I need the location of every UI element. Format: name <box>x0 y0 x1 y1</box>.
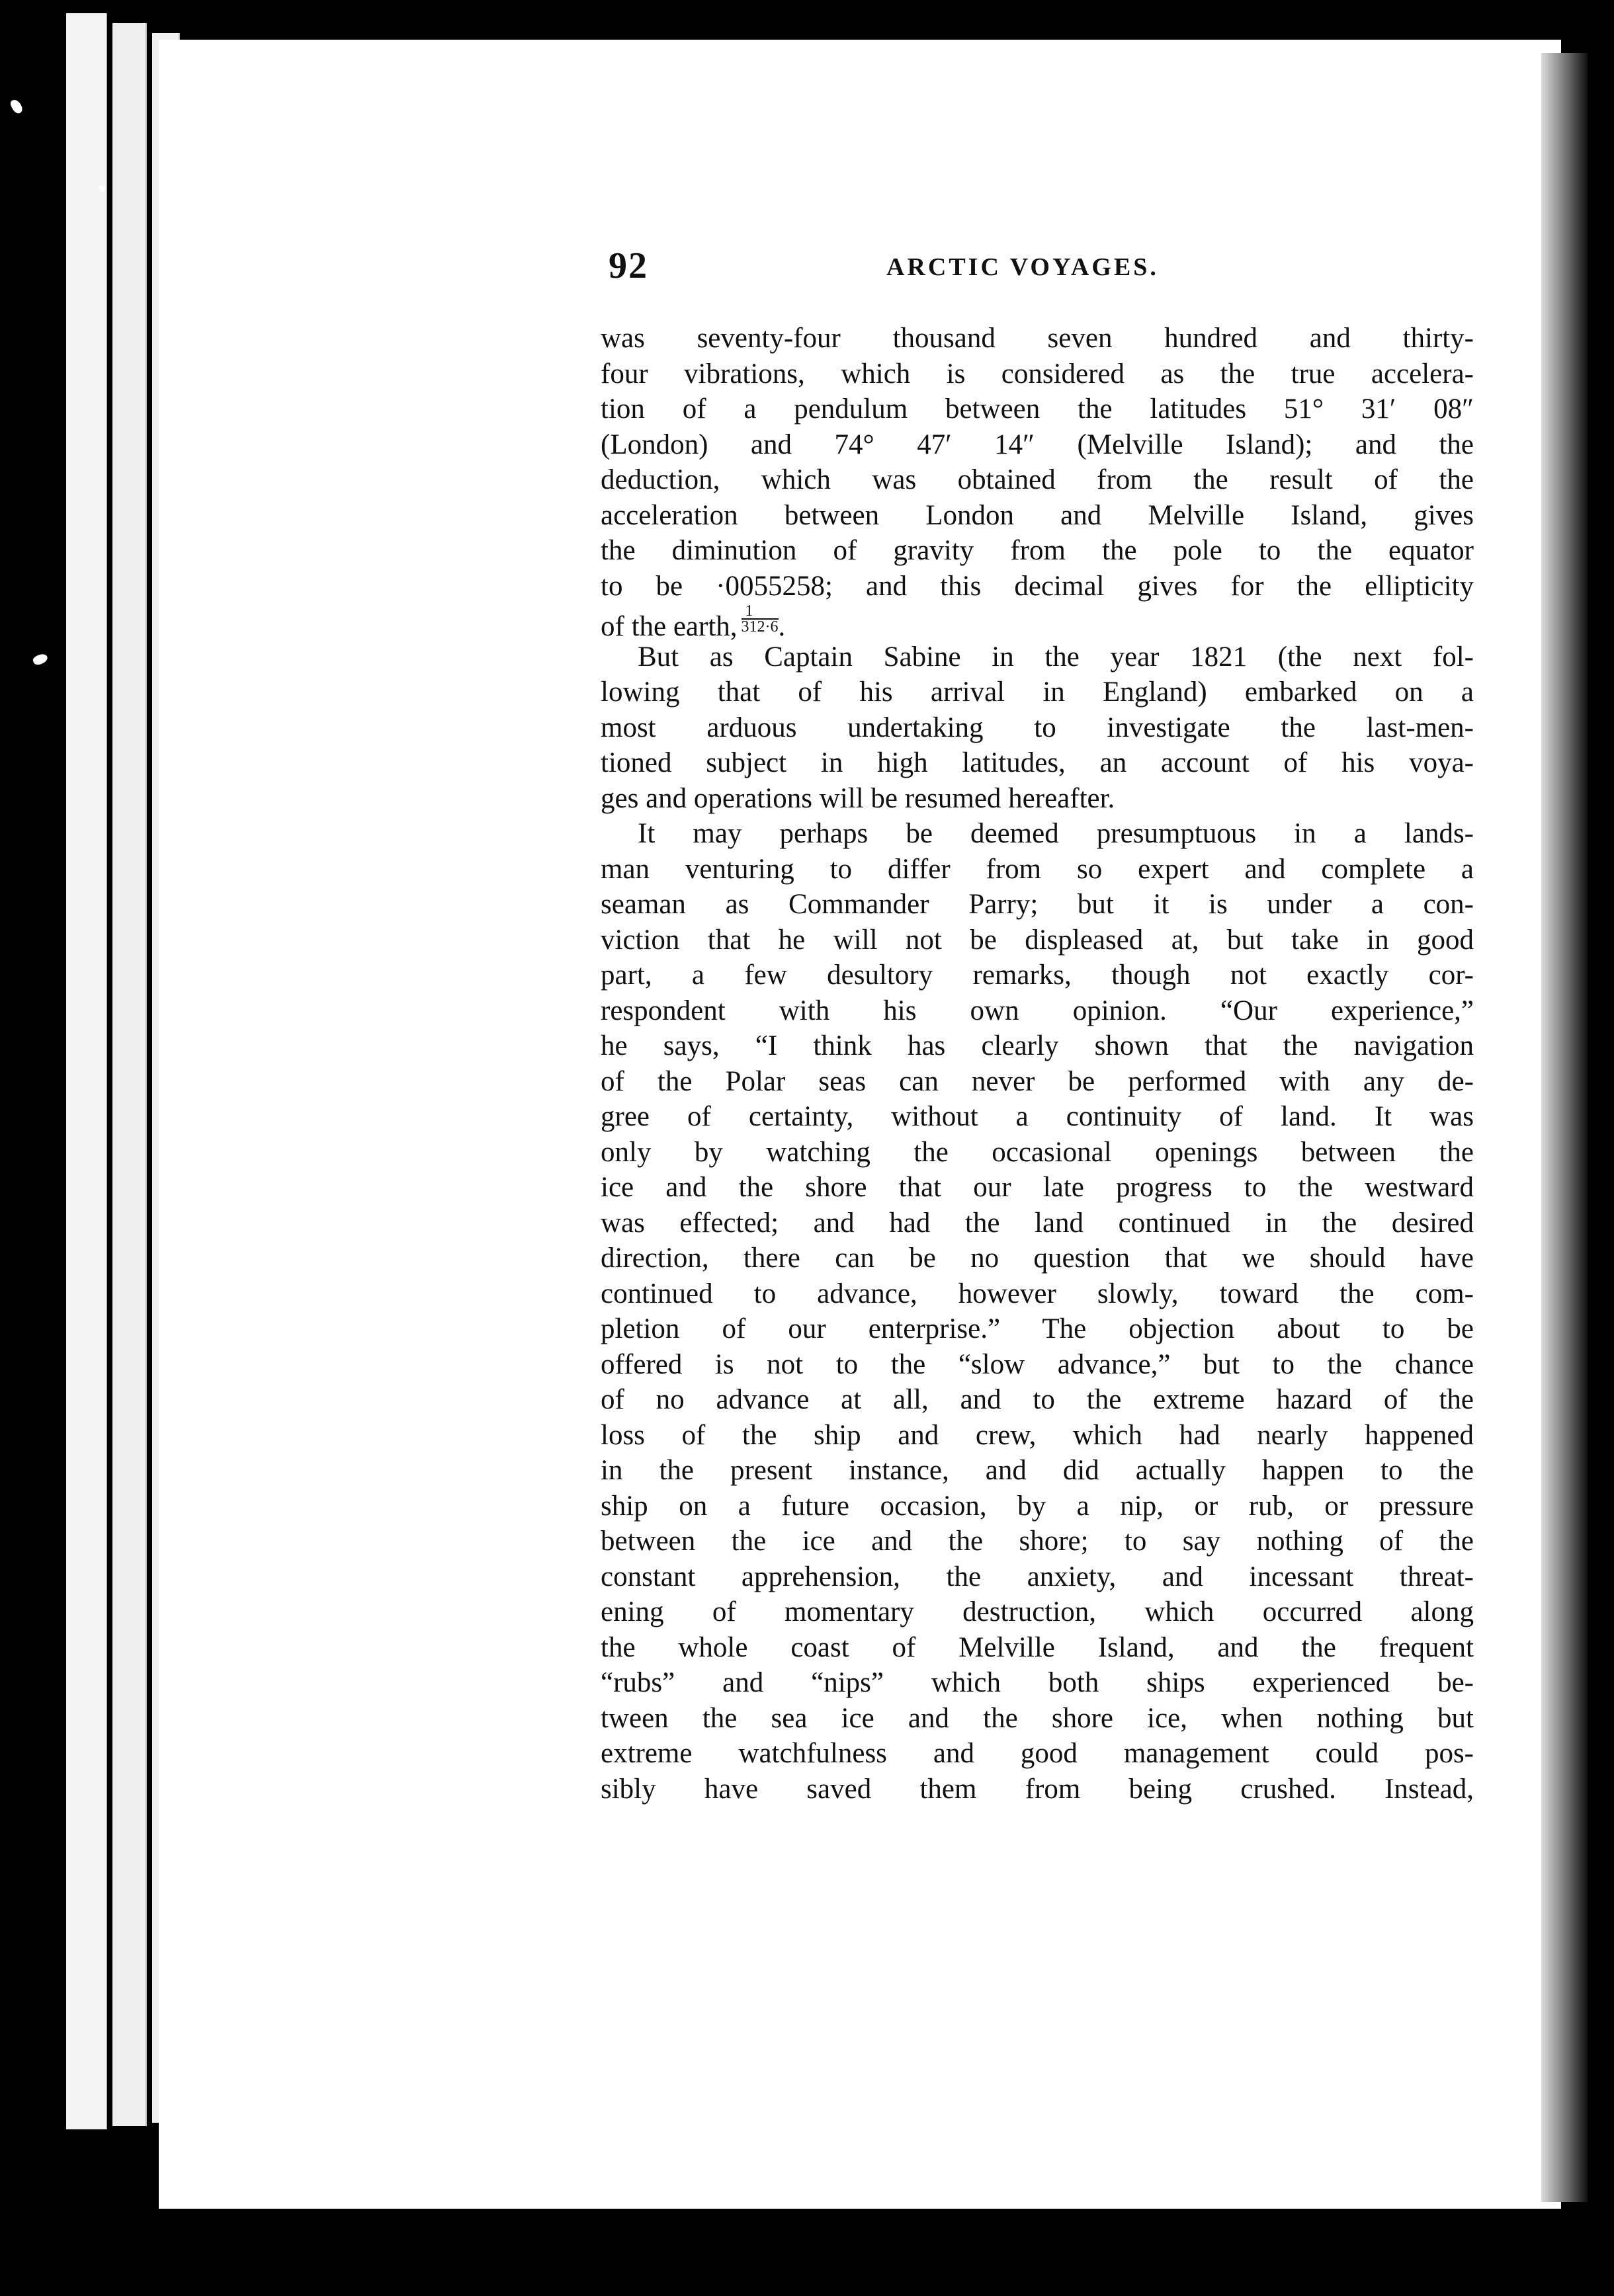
text-line: pletion of our enterprise.” The objection about to be <box>601 1313 1474 1344</box>
text-line: of no advance at all, and to the extreme hazard of the <box>601 1384 1474 1415</box>
text-line: deduction, which was obtained from the result of the <box>601 464 1474 495</box>
page-stack-edge <box>66 13 107 2129</box>
scan-speck <box>32 652 49 667</box>
text-line: was seventy-four thousand seven hundred and thirty- <box>601 323 1474 354</box>
running-head <box>609 245 1468 291</box>
text-line: ges and operations will be resumed hereafter. <box>601 782 1115 814</box>
text-line-with-fraction: of the earth, $\frac{1}{312\cdot 6}$ . <box>601 602 786 642</box>
text-line: between the ice and the shore; to say nothing of the <box>601 1526 1474 1557</box>
text-line: lowing that of his arrival in England) embarked on a <box>601 676 1474 708</box>
text-line: was effected; and had the land continued in the desired <box>601 1207 1474 1239</box>
page-stack-edge <box>112 23 147 2126</box>
text-line: part, a few desultory remarks, though not exactly cor- <box>601 960 1474 991</box>
text-line: four vibrations, which is considered as the true accelera- <box>601 358 1474 390</box>
text-line: respondent with his own opinion. “Our experience,” <box>601 995 1474 1026</box>
text-line: the diminution of gravity from the pole to the equator <box>601 535 1474 566</box>
text-line: ship on a future occasion, by a nip, or rub, or pressure <box>601 1490 1474 1522</box>
text-line: seaman as Commander Parry; but it is under a con- <box>601 889 1474 920</box>
fraction-denominator: 312·6 <box>741 618 779 636</box>
body-text <box>601 321 1474 1807</box>
text-line: direction, there can be no question that we should have <box>601 1243 1474 1274</box>
text-line: ice and the shore that our late progress to the westward <box>601 1172 1474 1203</box>
text-line: of the earth, <box>601 611 738 642</box>
text-line: extreme watchfulness and good management could pos- <box>601 1738 1474 1769</box>
text-line: man venturing to differ from so expert and complete a <box>601 853 1474 885</box>
scan-speck <box>9 98 24 115</box>
text-line: loss of the ship and crew, which had nearly happened <box>601 1419 1474 1451</box>
text-line: ening of momentary destruction, which occurred along <box>601 1596 1474 1627</box>
paragraph-first-line: It may perhaps be deemed presumptuous in a lands- <box>638 818 1474 849</box>
paragraph-first-line: But as Captain Sabine in the year 1821 (the next fol- <box>638 641 1474 673</box>
text-line: most arduous undertaking to investigate the last-men- <box>601 712 1474 743</box>
text-line: acceleration between London and Melville Island, gives <box>601 499 1474 531</box>
text-line: viction that he will not be displeased at, but take in good <box>601 924 1474 956</box>
text-line: tioned subject in high latitudes, an account of his voya- <box>601 747 1474 778</box>
text-line: of the Polar seas can never be performed with any de- <box>601 1065 1474 1097</box>
text-line: tween the sea ice and the shore ice, when nothing but <box>601 1702 1474 1734</box>
text-line: the whole coast of Melville Island, and the frequent <box>601 1631 1474 1663</box>
ellipticity-fraction <box>742 604 779 634</box>
page-number: 92 <box>609 245 648 286</box>
fraction-numerator: 1 <box>742 604 779 620</box>
text-line: constant apprehension, the anxiety, and incessant threat- <box>601 1561 1474 1592</box>
text-line: only by watching the occasional openings between the <box>601 1136 1474 1168</box>
text-line: “rubs” and “nips” which both ships experienced be- <box>601 1667 1474 1698</box>
text-line: to be ·0055258; and this decimal gives for the ellipticity <box>601 570 1474 602</box>
running-title: ARCTIC VOYAGES. <box>886 253 1159 281</box>
text-line: continued to advance, however slowly, toward the com- <box>601 1278 1474 1309</box>
text-line: gree of certainty, without a continuity of land. It was <box>601 1101 1474 1132</box>
page-gutter-shadow <box>1541 53 1588 2202</box>
text-line: tion of a pendulum between the latitudes 51° 31′ 08″ <box>601 393 1474 425</box>
text-line: offered is not to the “slow advance,” but to the chance <box>601 1348 1474 1380</box>
text-line: in the present instance, and did actually happen to the <box>601 1455 1474 1486</box>
text-line: (London) and 74° 47′ 14″ (Melville Island); and the <box>601 429 1474 460</box>
text-line: sibly have saved them from being crushed. Instead, <box>601 1773 1474 1805</box>
text-line: he says, “I think has clearly shown that the navigation <box>601 1030 1474 1061</box>
